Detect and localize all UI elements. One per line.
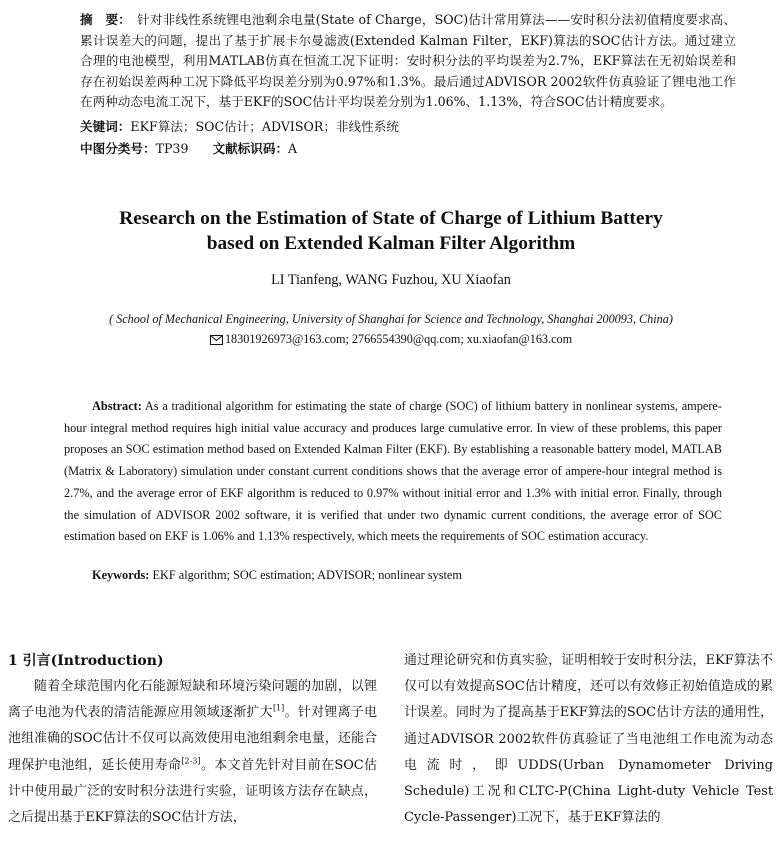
authors: LI Tianfeng, WANG Fuzhou, XU Xiaofan [271, 272, 511, 288]
paper-title [0, 206, 782, 256]
classification-value: TP39 [155, 141, 189, 156]
chinese-keywords [80, 117, 399, 137]
title-line-1: Research on the Estimation of State of Charge of Lithium Battery [119, 208, 663, 229]
body-column-right [404, 648, 773, 831]
citation-2: [2-3] [181, 756, 201, 766]
chinese-keywords-text: EKF算法；SOC估计；ADVISOR；非线性系统 [130, 119, 399, 134]
document-code-value: A [288, 141, 298, 156]
email-line [0, 332, 782, 347]
intro-text-2: 。针对锂离子电池组准确的SOC估计不仅可以高效使用电池组剩余电量，还能合理保护电池组，延长使用寿命 [8, 705, 378, 773]
envelope-icon [210, 335, 223, 345]
classification-label: 中图分类号： [80, 141, 156, 156]
document-code-label: 文献标识码： [212, 141, 289, 156]
affiliation: ( School of Mechanical Engineering, University of Shanghai for Science and Technology, Shanghai 200093, China) [109, 312, 673, 326]
english-abstract-text: As a traditional algorithm for estimating the state of charge (SOC) of lithium battery in nonlinear systems, ampere-hour integral method requires high initial value accuracy and produces large cumulative error. In view of these problems, this paper proposes an SOC estimation method based on Extended Kalman Filter (EKF). By establishing a reasonable battery model, MATLAB (Matrix & Laboratory) simulation under constant current conditions shows that the average error of ampere-hour integral method is 2.7%, and the average error of EKF algorithm is reduced to 0.97% without initial error and 1.3% with initial error. Finally, through the simulation of ADVISOR 2002 software, it is verified that under two dynamic current conditions, the average error of SOC estimation based on EKF is 1.06% and 1.13% respectively, which meets the requirements of SOC estimation accuracy. [64, 399, 722, 544]
chinese-abstract-text: 针对非线性系统锂电池剩余电量(State of Charge，SOC)估计常用算法——安时积分法初值精度要求高、累计误差大的问题，提出了基于扩展卡尔曼滤波(Extended Kalman Filter，EKF)算法的SOC估计方法。通过建立合理的电池模型，利用MATLAB仿真在恒流工况下证明：安时积分法的平均误差为2.7%，EKF算法在无初始误差和存在初始误差两种工况下降低平均误差分别为0.97%和1.3%。最后通过ADVISOR 2002软件仿真验证了锂电池工作在两种动态电流工况下，基于EKF的SOC估计平均误差分别为1.06%、1.13%，符合SOC估计精度要求。 [80, 12, 737, 110]
chinese-keywords-label: 关键词： [80, 119, 131, 134]
english-keywords [92, 568, 462, 583]
intro-paragraph [8, 674, 377, 831]
citation-1: [1] [272, 703, 285, 713]
email-addresses: 18301926973@163.com; 2766554390@qq.com; xu.xiaofan@163.com [224, 332, 573, 346]
english-keywords-text: EKF algorithm; SOC estimation; ADVISOR; nonlinear system [152, 568, 462, 582]
intro-text-3: 。本文首先针对目前在SOC估计中使用最广泛的安时积分法进行实验，证明该方法存在缺点，之后提出基于EKF算法的SOC估计方法， [8, 757, 377, 826]
english-keywords-label: Keywords: [92, 568, 150, 582]
chinese-abstract-label: 摘 要： [80, 12, 132, 27]
chinese-abstract [80, 10, 736, 113]
body-column-left [8, 648, 377, 831]
classification-line [80, 139, 297, 159]
english-abstract-label: Abstract: [92, 399, 142, 413]
intro-continuation: 通过理论研究和仿真实验，证明相较于安时积分法，EKF算法不仅可以有效提高SOC估计精度，还可以有效修正初始值造成的累计误差。同时为了提高基于EKF算法的SOC估计方法的通用性，通过ADVISOR 2002软件仿真验证了当电池组工作电流为动态电流时，即UDDS(Urban Dynamometer Driving Schedule)工况和CLTC-P(China Light-duty Vehicle Test Cycle-Passenger)工况下，基于EKF算法的 [404, 653, 773, 826]
intro-text-1: 随着全球范围内化石能源短缺和环境污染问题的加剧，以锂离子电池为代表的清洁能源应用领域逐渐扩大 [8, 679, 377, 721]
english-abstract [64, 396, 722, 548]
section-heading: 1 引言(Introduction) [8, 653, 164, 669]
title-line-2: based on Extended Kalman Filter Algorithm [206, 233, 576, 254]
